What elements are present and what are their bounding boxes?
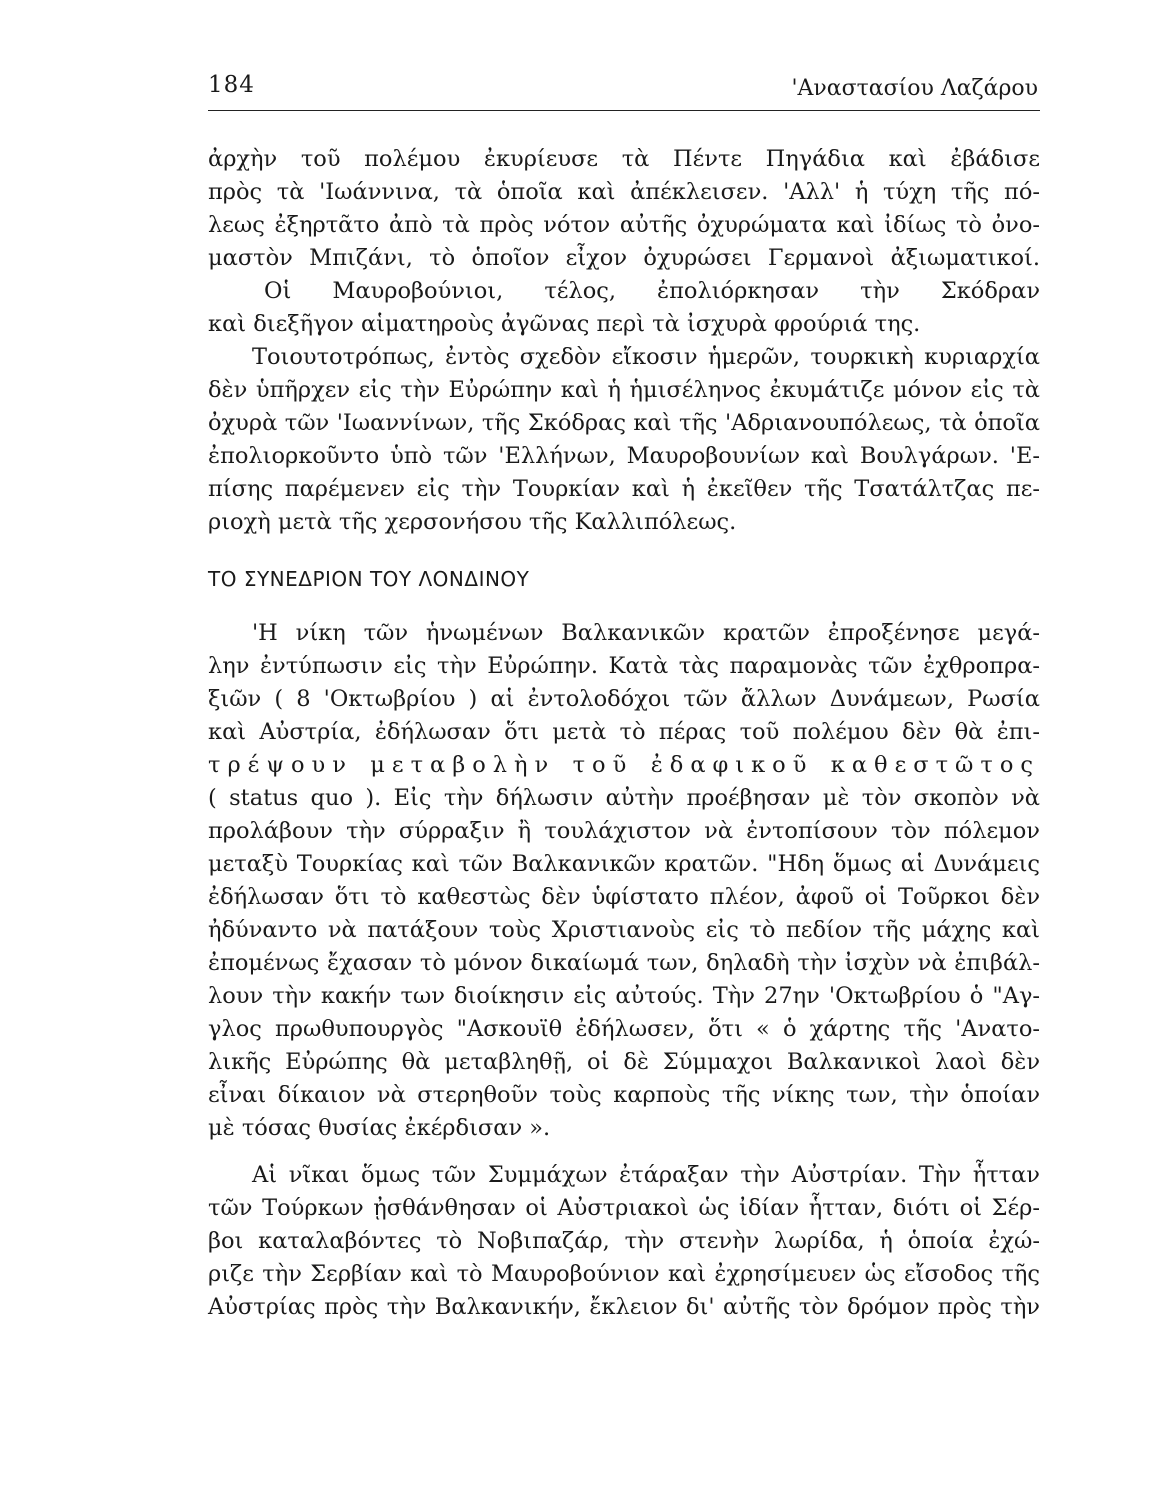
text-line: μεταξὺ Τουρκίας καὶ τῶν Βαλκανικῶν κρατῶν. "Ηδη ὅμως αἱ Δυνάμεις xyxy=(208,851,1040,877)
text-line: πίσης παρέμενεν εἰς τὴν Τουρκίαν καὶ ἡ ἐκεῖθεν τῆς Τσατάλτζας πε- xyxy=(208,476,1040,502)
running-head: 'Αναστασίου Λαζάρου xyxy=(791,76,1038,101)
text-line: Αἱ νῖκαι ὅμως τῶν Συμμάχων ἐτάραξαν τὴν Αὐστρίαν. Τὴν ἧτταν xyxy=(252,1162,1040,1188)
text-line: ξιῶν ( 8 'Οκτωβρίου ) αἱ ἐντολοδόχοι τῶν ἄλλων Δυνάμεων, Ρωσία xyxy=(208,686,1040,712)
text-line: καὶ διεξῆγον αἱματηροὺς ἀγῶνας περὶ τὰ ἰσχυρὰ φρούριά της. xyxy=(208,311,921,337)
text-line: εἶναι δίκαιον νὰ στερηθοῦν τοὺς καρποὺς τῆς νίκης των, τὴν ὁποίαν xyxy=(208,1082,1040,1108)
text-line: βοι καταλαβόντες τὸ Νοβιπαζάρ, τὴν στενὴν λωρίδα, ἡ ὁποία ἐχώ- xyxy=(208,1228,1040,1254)
section-heading: ΤΟ ΣΥΝΕΔΡΙΟΝ ΤΟΥ ΛΟΝΔΙΝΟΥ xyxy=(208,567,530,591)
text-line: Τοιουτοτρόπως, ἐντὸς σχεδὸν εἴκοσιν ἡμερῶν, τουρκικὴ κυριαρχία xyxy=(252,344,1040,370)
text-line: 'Η νίκη τῶν ἡνωμένων Βαλκανικῶν κρατῶν ἐπροξένησε μεγά- xyxy=(252,620,1040,646)
text-line: ἐπομένως ἔχασαν τὸ μόνον δικαίωμά των, δηλαδὴ τὴν ἰσχὺν νὰ ἐπιβάλ- xyxy=(208,950,1040,976)
text-line: μαστὸν Μπιζάνι, τὸ ὁποῖον εἶχον ὀχυρώσει Γερμανοὶ ἀξιωματικοί. xyxy=(208,245,1040,271)
page-body xyxy=(208,143,1040,1324)
page-number: 184 xyxy=(208,72,255,98)
text-line: ἀρχὴν τοῦ πολέμου ἐκυρίευσε τὰ Πέντε Πηγάδια καὶ ἐβάδισε xyxy=(208,146,1040,172)
text-line: ἐδήλωσαν ὅτι τὸ καθεστὼς δὲν ὑφίστατο πλέον, ἀφοῦ οἱ Τοῦρκοι δὲν xyxy=(208,884,1040,910)
text-line: μὲ τόσας θυσίας ἐκέρδισαν ». xyxy=(208,1115,551,1141)
text-line-spaced: τρέψουν μεταβολὴν τοῦ ἐδαφικοῦ καθεστῶτος xyxy=(208,752,1040,778)
text-line: ἐπολιορκοῦντο ὑπὸ τῶν 'Ελλήνων, Μαυροβουνίων καὶ Βουλγάρων. 'Ε- xyxy=(208,443,1040,469)
paragraph-gap xyxy=(208,1145,1040,1159)
text-line: λεως ἐξηρτᾶτο ἀπὸ τὰ πρὸς νότον αὐτῆς ὀχυρώματα καὶ ἰδίως τὸ ὀνο- xyxy=(208,212,1040,238)
text-line: Αὐστρίας πρὸς τὴν Βαλκανικήν, ἔκλειον δι' αὐτῆς τὸν δρόμον πρὸς τὴν xyxy=(208,1294,1040,1320)
text-line: λουν τὴν κακήν των διοίκησιν εἰς αὐτούς. Τὴν 27ην 'Οκτωβρίου ὁ "Αγ- xyxy=(208,983,1040,1009)
text-line: προλάβουν τὴν σύρραξιν ἢ τουλάχιστον νὰ ἐντοπίσουν τὸν πόλεμον xyxy=(208,818,1040,844)
text-line: ριζε τὴν Σερβίαν καὶ τὸ Μαυροβούνιον καὶ ἐχρησίμευεν ὡς εἴσοδος τῆς xyxy=(208,1261,1040,1287)
text-line: καὶ Αὐστρία, ἐδήλωσαν ὅτι μετὰ τὸ πέρας τοῦ πολέμου δὲν θὰ ἐπι- xyxy=(208,719,1040,745)
text-line: πρὸς τὰ 'Ιωάννινα, τὰ ὁποῖα καὶ ἀπέκλεισεν. 'Αλλ' ἡ τύχη τῆς πό- xyxy=(208,179,1040,205)
page-header xyxy=(208,70,1040,111)
text-line: τῶν Τούρκων ᾐσθάνθησαν οἱ Αὐστριακοὶ ὡς ἰδίαν ἧτταν, διότι οἱ Σέρ- xyxy=(208,1195,1040,1221)
text-line: λικῆς Εὐρώπης θὰ μεταβληθῇ, οἱ δὲ Σύμμαχοι Βαλκανικοὶ λαοὶ δὲν xyxy=(208,1049,1040,1075)
text-line: ριοχὴ μετὰ τῆς χερσονήσου τῆς Καλλιπόλεως. xyxy=(208,509,737,535)
text-line: ἠδύναντο νὰ πατάξουν τοὺς Χριστιανοὺς εἰς τὸ πεδίον τῆς μάχης καὶ xyxy=(208,917,1040,943)
text-line: Οἱ Μαυροβούνιοι, τέλος, ἐπολιόρκησαν τὴν Σκόδραν xyxy=(264,278,1040,304)
text-line: λην ἐντύπωσιν εἰς τὴν Εὐρώπην. Κατὰ τὰς παραμονὰς τῶν ἐχθροπρα- xyxy=(208,653,1040,679)
text-line: ὀχυρὰ τῶν 'Ιωαννίνων, τῆς Σκόδρας καὶ τῆς 'Αδριανουπόλεως, τὰ ὁποῖα xyxy=(208,410,1040,436)
text-line: γλος πρωθυπουργὸς "Ασκουϊθ ἐδήλωσεν, ὅτι « ὁ χάρτης τῆς 'Ανατο- xyxy=(208,1016,1040,1042)
text-line: δὲν ὑπῆρχεν εἰς τὴν Εὐρώπην καὶ ἡ ἡμισέληνος ἐκυμάτιζε μόνον εἰς τὰ xyxy=(208,377,1040,403)
text-line: ( status quo ). Εἰς τὴν δήλωσιν αὐτὴν προέβησαν μὲ τὸν σκοπὸν νὰ xyxy=(208,785,1040,811)
